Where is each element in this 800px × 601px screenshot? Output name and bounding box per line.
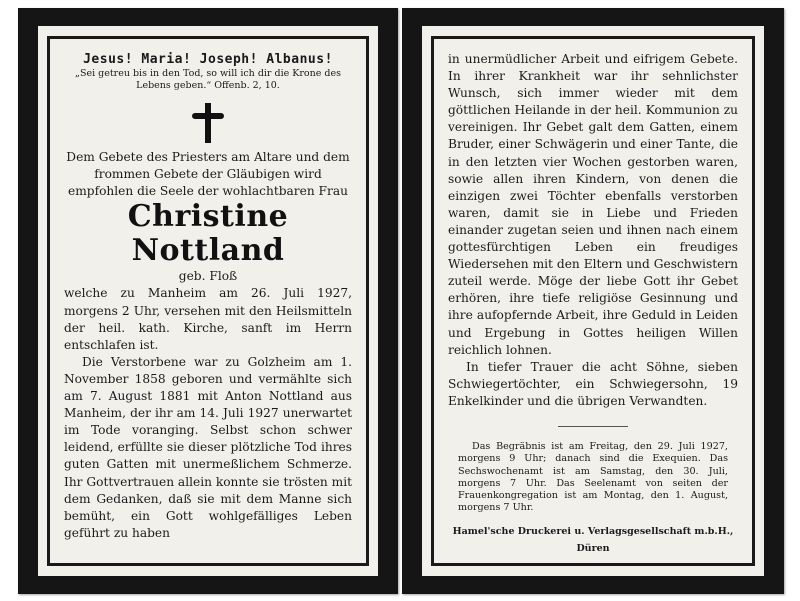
card-right-half (402, 8, 784, 594)
death-paragraph: welche zu Manheim am 26. Juli 1927, morgens 2 Uhr, versehen mit den Heilsmitteln der heil. kath. Kirche, sanft im Herrn entschlafen ist. (64, 286, 352, 352)
paper-right (422, 26, 764, 576)
invocation-heading: Jesus! Maria! Joseph! Albanus! (83, 52, 333, 67)
frame-right (431, 36, 755, 566)
printer-imprint: Hamel'sche Druckerei u. Verlagsgesellschaft m.b.H., Düren (452, 525, 734, 554)
divider (558, 426, 628, 427)
content-left (64, 51, 352, 555)
maiden-name: geb. Floß (178, 269, 238, 284)
card-left-half (18, 8, 398, 594)
cross-icon (191, 103, 225, 143)
mourners-paragraph: In tiefer Trauer die acht Söhne, sieben Schwiegertöchter, ein Schwiegersohn, 19 Enkelkinder und die übrigen Verwandten. (448, 359, 738, 408)
biography-continued: in unermüdlicher Arbeit und eifrigem Gebete. In ihrer Krankheit war ihr sehnlichster Wunsch, sich immer wieder mit dem göttlichen Heilande in der heil. Kommunion zu vereinigen. Ihr Gebet galt dem Gatten, einem Bruder, einer Schwägerin und einer Tante, die in den letzten vier Wochen gestorben waren, sowie allen ihren Kindern, von denen die einzigen zwei Töchter ebenfalls verstorben waren, damit sie in Liebe und Frieden einander zugetan seien und ihnen nach einem gottesfürchtigen Leben ein freudiges Wiedersehen mit den Eltern und Geschwistern zuteil werde. Möge der liebe Gott ihr Gebet erhören, ihre tiefe religiöse Gesinnung und ihre aufopfernde Arbeit, ihre Geduld in Leiden und Ergebung in Gottes heiligen Willen reichlich lohnen. (448, 52, 738, 357)
prayer-request: Dem Gebete des Priesters am Altare und dem frommen Gebete der Gläubigen wird empfohlen die Seele der wohlachtbaren Frau (66, 150, 350, 199)
deceased-name: Christine Nottland (127, 199, 289, 269)
funeral-notice: Das Begräbnis ist am Freitag, den 29. Juli 1927, morgens 9 Uhr; danach sind die Exequien. Das Sechswochenamt ist am Samstag, den 30. Juli, morgens 7 Uhr. Das Seelenamt von seiten der Frauenkongregation ist am Montag, den 1. August, morgens 7 Uhr. (458, 440, 728, 514)
bible-quote: „Sei getreu bis in den Tod, so will ich dir die Krone des Lebens geben.“ Offenb. 2, 10. (75, 68, 341, 92)
paper-left (38, 26, 378, 576)
content-right (448, 51, 738, 555)
frame-left (47, 36, 369, 566)
biography-paragraph: Die Verstorbene war zu Golzheim am 1. November 1858 geboren und vermählte sich am 7. August 1881 mit Anton Nottland aus Manheim, der ihr am 14. Juli 1927 unerwartet im Tode voranging. Selbst schon schwer leidend, erfüllte sie dieser plötzliche Tod ihres guten Gatten mit unermeßlichem Schmerze. Ihr Gottvertrauen allein konnte sie trösten mit dem Gedanken, daß sie mit dem Manne sich bemüht, ein Gott wohlgefälliges Leben geführt zu haben (64, 354, 352, 540)
